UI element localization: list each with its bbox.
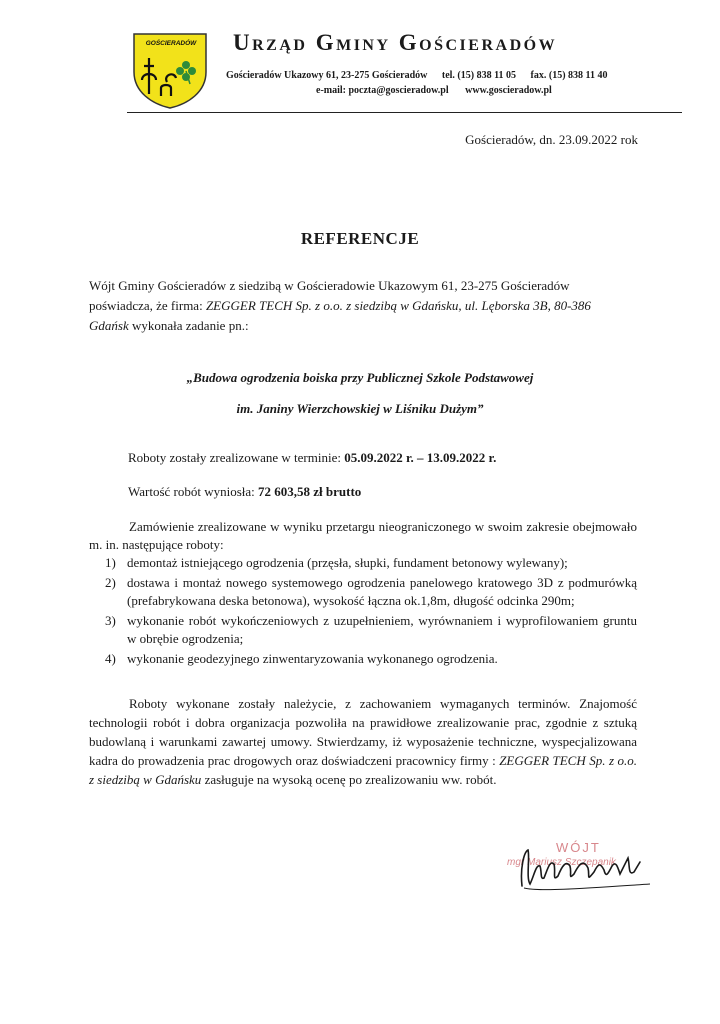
- closing-paragraph: Roboty wykonane zostały należycie, z zachowaniem wymaganych terminów. Znajomość technologii robót i dobra organizacja pozwoliła na prawidłowe zrealizowanie prac, zgodnie z sztuką budowlaną i warunkami zawartej umowy. Stwierdzamy, iż wyposażenie techniczne, wyspecjalizowana kadra do prowadzenia prac drogowych oraz doświadczeni pracownicy firmy : ZEGGER TECH Sp. z o.o. z siedzibą w Gdańsku zasługuje na wysoką ocenę po zrealizowaniu ww. robót.: [89, 696, 637, 787]
- work-term: Roboty zostały zrealizowane w terminie: 05.09.2022 r. – 13.09.2022 r.: [128, 450, 497, 465]
- office-email: e-mail: poczta@goscieradow.pl: [316, 85, 449, 96]
- coat-of-arms-logo: [130, 30, 210, 110]
- office-online-line: [316, 85, 566, 96]
- list-item: 1) demontaż istniejącego ogrodzenia (przęsła, słupki, fundament betonowy wylewany);: [105, 555, 568, 570]
- intro-paragraph: Wójt Gminy Gościeradów z siedzibą w Gościeradowie Ukazowym 61, 23-275 Gościeradów poświadcza, że firma: ZEGGER TECH Sp. z o.o. z siedzibą w Gdańsku, ul. Lęborska 3B, 80-386 Gdańsk wykonała zadanie pn.:: [89, 278, 591, 333]
- scope-list: [89, 554, 637, 670]
- list-item: 2) dostawa i montaż nowego systemowego ogrodzenia panelowego kratowego 3D z podmurówką (prefabrykowana deska betonowa), wysokość łączna ok.1,8m, długość odcinka 290m;: [105, 575, 637, 608]
- document-heading: REFERENCJE: [300, 229, 420, 248]
- task-title-line-2: im. Janiny Wierzchowskiej w Liśniku Dużym”: [236, 401, 484, 416]
- office-phone: tel. (15) 838 11 05: [441, 70, 517, 81]
- contractor-name: ZEGGER TECH Sp. z o.o. z siedzibą w Gdańsku: [89, 753, 637, 787]
- work-term-dates: 05.09.2022 r. – 13.09.2022 r.: [344, 450, 497, 465]
- office-contact-line: [226, 70, 619, 81]
- document-date: Gościeradów, dn. 23.09.2022 rok: [465, 132, 638, 147]
- work-value: Wartość robót wyniosła: 72 603,58 zł brutto: [128, 484, 362, 499]
- office-address: Gościeradów Ukazowy 61, 23-275 Gościeradów: [226, 70, 428, 81]
- scope-intro: Zamówienie zrealizowane w wyniku przetargu nieograniczonego w swoim zakresie obejmowało m. in. następujące roboty:: [89, 519, 637, 552]
- list-item: 4) wykonanie geodezyjnego zinwentaryzowania wykonanego ogrodzenia.: [105, 651, 498, 666]
- logo-text: GOŚCIERADÓW: [145, 40, 197, 47]
- work-value-amount: 72 603,58 zł brutto: [258, 484, 362, 499]
- task-title-line-1: „Budowa ogrodzenia boiska przy Publicznej Szkole Podstawowej: [186, 370, 534, 385]
- list-item: 3) wykonanie robót wykończeniowych z uzupełnieniem, wyrównaniem i wyprofilowaniem gruntu w obrębie ogrodzenia;: [105, 613, 637, 646]
- office-fax: fax. (15) 838 11 40: [530, 70, 608, 81]
- stamp-name: mgr Mariusz Szczepanik: [507, 857, 616, 868]
- office-name: Urząd Gminy Gościeradów: [233, 30, 558, 55]
- handwritten-signature: [500, 838, 660, 898]
- contractor-name: ZEGGER TECH Sp. z o.o. z siedzibą w Gdańsku, ul. Lęborska 3B, 80-386 Gdańsk: [89, 298, 591, 333]
- stamp-title: WÓJT: [556, 840, 601, 855]
- office-website: www.goscieradow.pl: [465, 85, 552, 96]
- header-divider: [127, 112, 682, 113]
